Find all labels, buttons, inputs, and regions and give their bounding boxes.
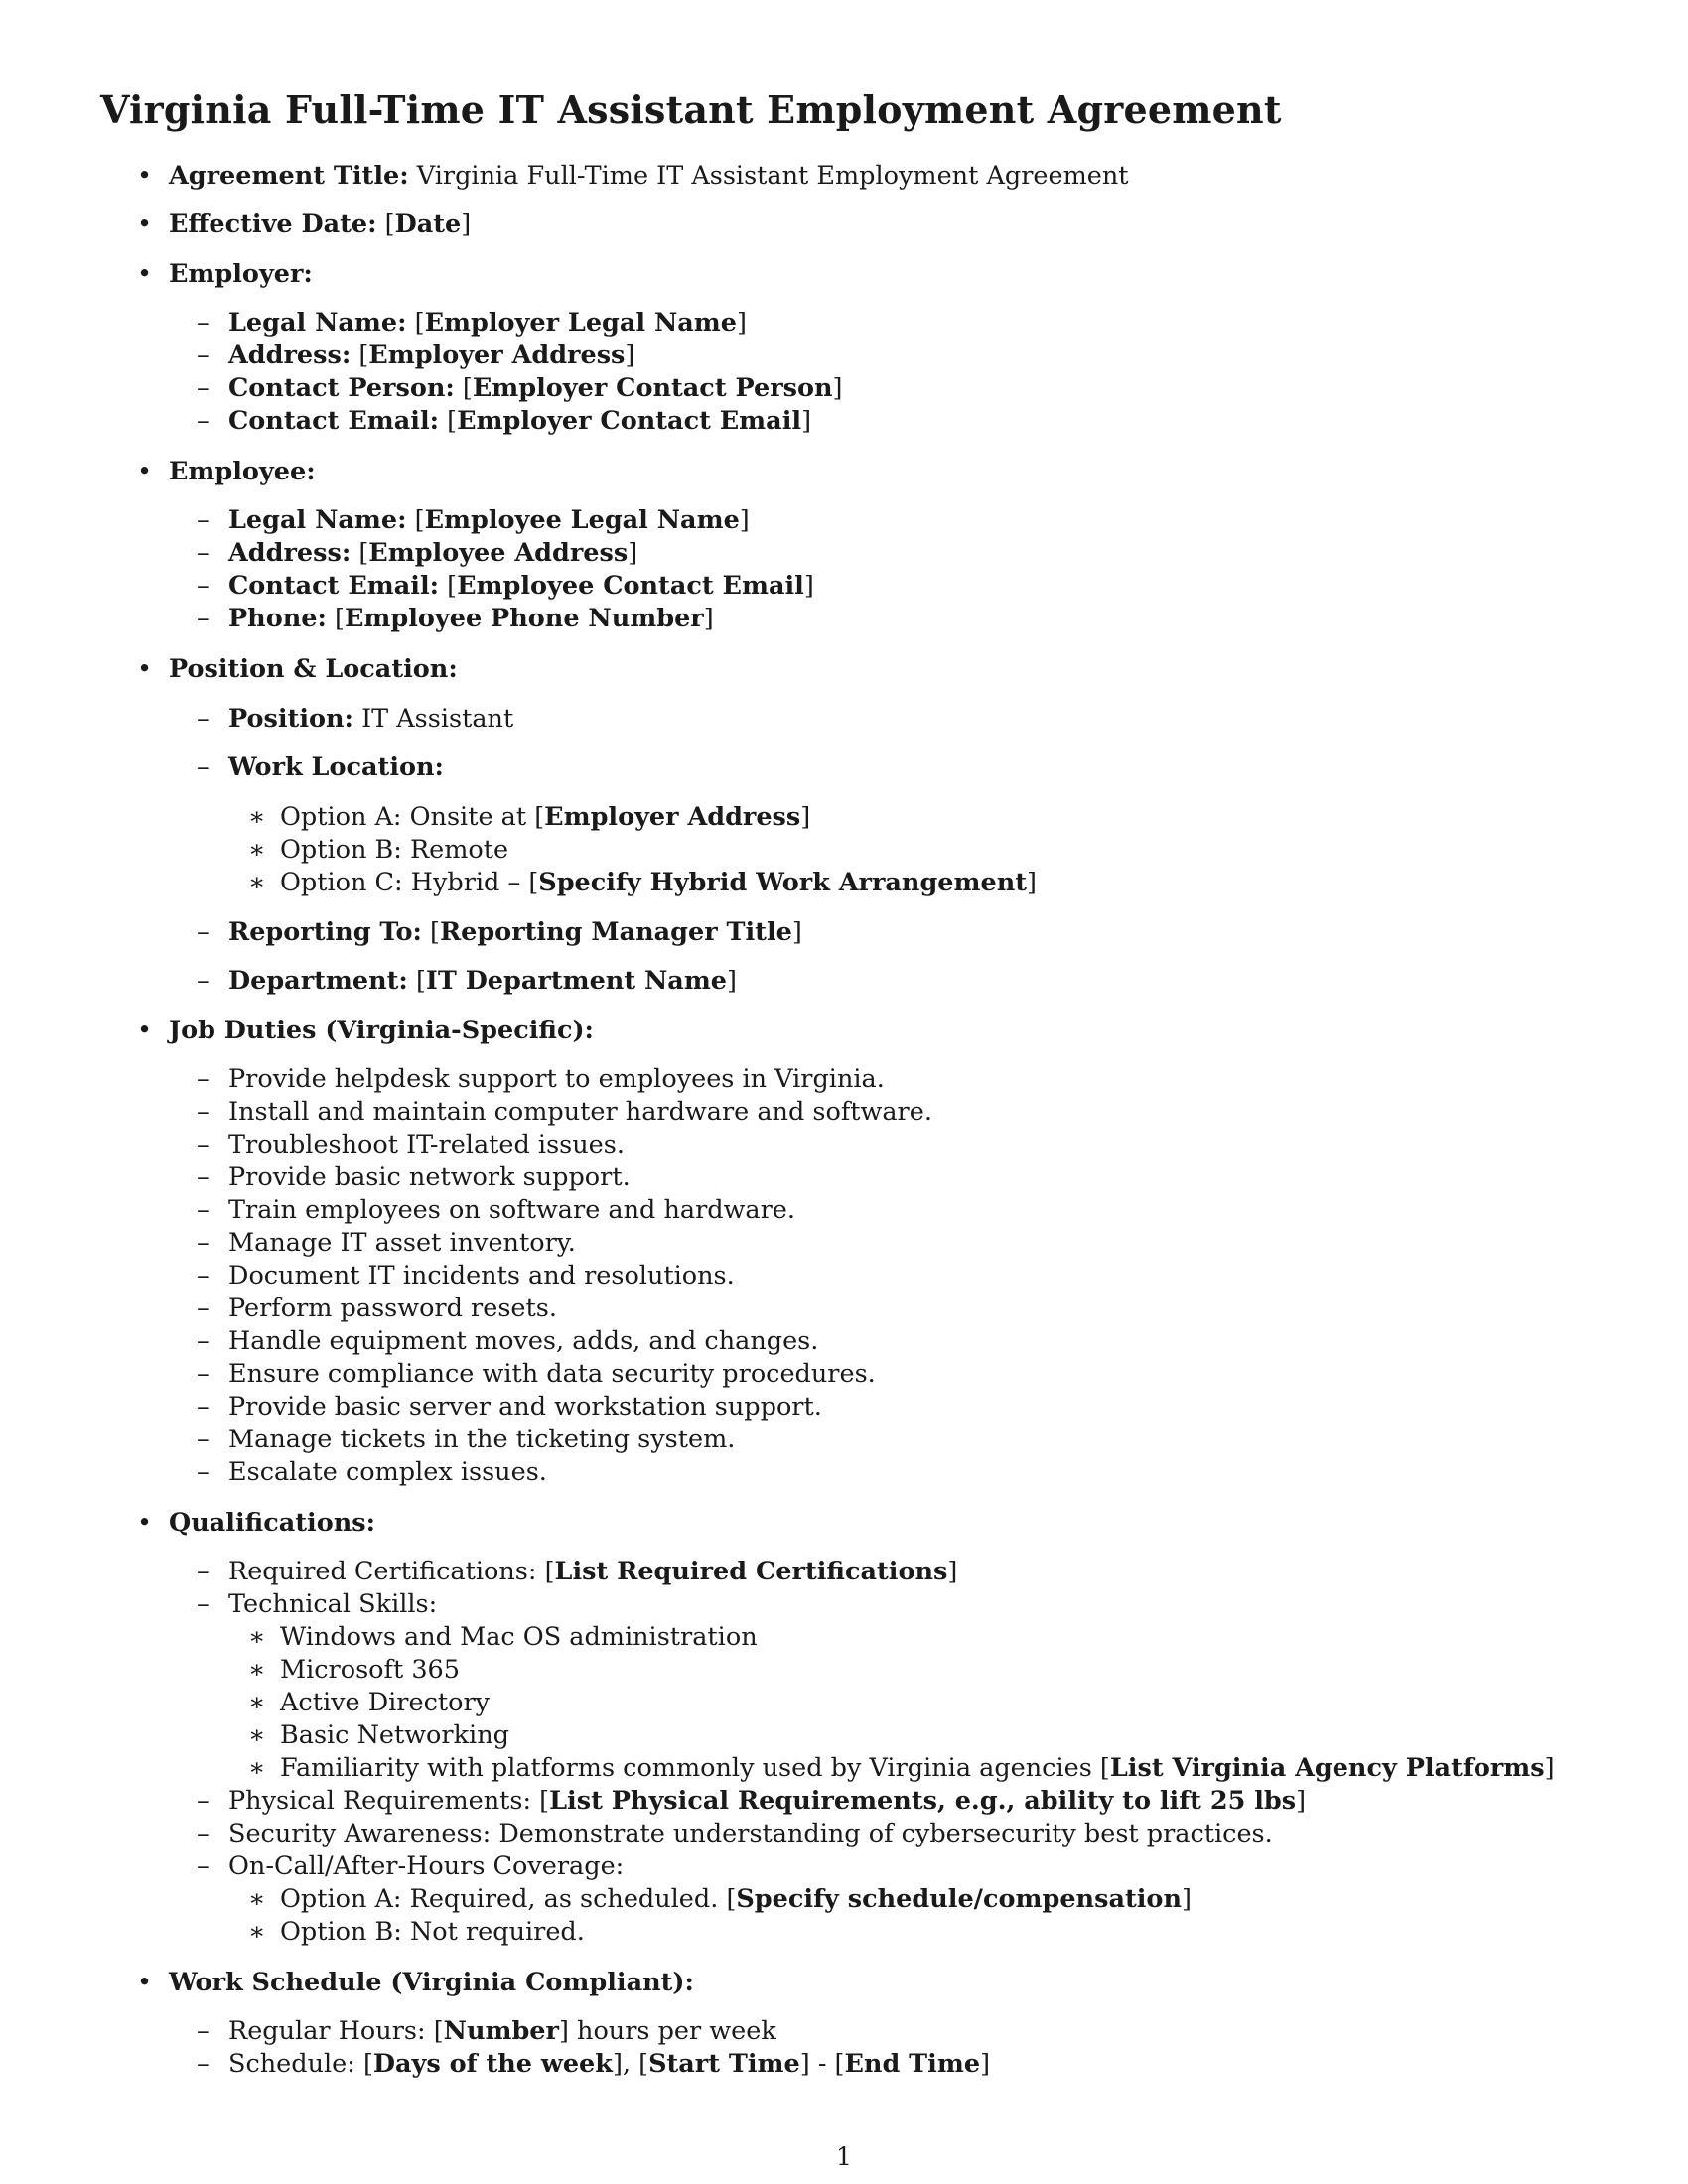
placeholder: List Physical Requirements, e.g., ability to lift 25 lbs <box>549 1786 1297 1816</box>
dash: – <box>197 406 210 436</box>
dash: – <box>197 1557 210 1586</box>
placeholder: List Virginia Agency Platforms <box>1109 1753 1545 1783</box>
page-number: 1 <box>836 2142 852 2171</box>
dash: – <box>197 1064 210 1094</box>
dash: – <box>197 917 210 947</box>
qualifications-label: Qualifications: <box>169 1508 376 1538</box>
value: Reporting Manager Title <box>439 917 792 947</box>
bullet: • <box>137 1016 153 1045</box>
effective-date-value: Date <box>394 209 462 239</box>
dash: – <box>197 1786 210 1816</box>
dash: – <box>197 1359 210 1389</box>
days-placeholder: Days of the week <box>372 2049 613 2079</box>
bullet: • <box>137 209 153 239</box>
duty-text: Ensure compliance with data security procedures. <box>228 1359 876 1389</box>
text: Option B: Not required. <box>280 1917 585 1947</box>
text: Option C: Hybrid – <box>280 868 529 897</box>
text: Regular Hours: <box>228 2016 434 2046</box>
placeholder: Specify schedule/compensation <box>736 1884 1182 1914</box>
text: Physical Requirements: <box>228 1786 540 1816</box>
duty-text: Escalate complex issues. <box>228 1457 547 1487</box>
dash: – <box>197 1162 210 1192</box>
placeholder: Number <box>443 2016 559 2046</box>
dash: – <box>197 1851 210 1881</box>
dash: – <box>197 571 210 601</box>
agreement-title-value: Virginia Full-Time IT Assistant Employment Agreement <box>416 161 1129 191</box>
dash: – <box>197 604 210 633</box>
placeholder: Employer Address <box>544 802 801 832</box>
dash: – <box>197 1819 210 1848</box>
skill-text: Basic Networking <box>280 1720 509 1750</box>
value: Employee Address <box>368 538 629 568</box>
text: Required Certifications: <box>228 1557 545 1586</box>
duty-text: Provide basic network support. <box>228 1162 631 1192</box>
text: Schedule: <box>228 2049 363 2079</box>
star: ∗ <box>248 802 266 832</box>
employee-label: Employee: <box>169 457 316 486</box>
duty-text: Perform password resets. <box>228 1294 557 1323</box>
duty-text: Train employees on software and hardware. <box>228 1195 795 1225</box>
dash: – <box>197 2049 210 2079</box>
label: Contact Person: <box>228 373 455 403</box>
dash: – <box>197 1130 210 1160</box>
label: Contact Email: <box>228 571 440 601</box>
value: Employee Contact Email <box>457 571 804 601</box>
bullet: • <box>137 654 153 684</box>
separator: , <box>622 2049 639 2079</box>
star: ∗ <box>248 868 266 897</box>
suffix: hours per week <box>568 2016 776 2046</box>
dash: – <box>197 1294 210 1323</box>
dash: – <box>197 966 210 996</box>
position-location-label: Position & Location: <box>169 654 458 684</box>
duty-text: Provide helpdesk support to employees in Virginia. <box>228 1064 885 1094</box>
job-duties-label: Job Duties (Virginia-Specific): <box>169 1016 594 1045</box>
value: IT Assistant <box>361 704 514 734</box>
text: Security Awareness: Demonstrate understanding of cybersecurity best practices. <box>228 1819 1273 1848</box>
start-placeholder: Start Time <box>648 2049 800 2079</box>
bullet: • <box>137 161 153 191</box>
bullet: • <box>137 1968 153 1997</box>
dash: – <box>197 373 210 403</box>
duty-text: Manage tickets in the ticketing system. <box>228 1425 736 1454</box>
duty-text: Troubleshoot IT-related issues. <box>228 1130 625 1160</box>
duty-text: Install and maintain computer hardware and software. <box>228 1097 932 1127</box>
dash: – <box>197 308 210 338</box>
value: Employer Contact Email <box>457 406 802 436</box>
dash: – <box>197 505 210 535</box>
label: Position: <box>228 704 353 734</box>
dash: – <box>197 538 210 568</box>
star: ∗ <box>248 1720 266 1750</box>
dash: – <box>197 1392 210 1422</box>
dash: – <box>197 704 210 734</box>
duty-text: Manage IT asset inventory. <box>228 1228 576 1258</box>
text: Option B: Remote <box>280 835 509 865</box>
duty-text: Document IT incidents and resolutions. <box>228 1261 735 1291</box>
star: ∗ <box>248 1917 266 1947</box>
text: Option A: Required, as scheduled. <box>280 1884 727 1914</box>
bullet: • <box>137 457 153 486</box>
skill-text: Windows and Mac OS administration <box>280 1622 758 1652</box>
text: Technical Skills: <box>228 1589 438 1619</box>
dash: – <box>197 2016 210 2046</box>
dash: – <box>197 1097 210 1127</box>
dash: – <box>197 1457 210 1487</box>
dash: – <box>197 1326 210 1356</box>
value: Employer Legal Name <box>424 308 737 338</box>
text: Familiarity with platforms commonly used by Virginia agencies <box>280 1753 1100 1783</box>
text: Option A: Onsite at <box>280 802 535 832</box>
skill-text: Active Directory <box>280 1688 491 1717</box>
dash: – <box>197 1195 210 1225</box>
placeholder: Specify Hybrid Work Arrangement <box>538 868 1028 897</box>
star: ∗ <box>248 1688 266 1717</box>
label: Legal Name: <box>228 505 407 535</box>
bullet: • <box>137 1508 153 1538</box>
dash: – <box>197 752 210 782</box>
value: Employer Address <box>368 341 626 370</box>
star: ∗ <box>248 1655 266 1685</box>
document-title: Virginia Full-Time IT Assistant Employment Agreement <box>100 87 1282 132</box>
dash: – <box>197 1228 210 1258</box>
dash: – <box>197 341 210 370</box>
star: ∗ <box>248 1622 266 1652</box>
bullet: • <box>137 259 153 289</box>
work-schedule-label: Work Schedule (Virginia Compliant): <box>169 1968 694 1997</box>
value: Employer Contact Person <box>472 373 833 403</box>
label: Address: <box>228 341 352 370</box>
label: Address: <box>228 538 352 568</box>
duty-text: Handle equipment moves, adds, and changes. <box>228 1326 819 1356</box>
range-separator: - <box>809 2049 835 2079</box>
label: Phone: <box>228 604 327 633</box>
dash: – <box>197 1589 210 1619</box>
label: Department: <box>228 966 408 996</box>
star: ∗ <box>248 1884 266 1914</box>
document-page: Virginia Full-Time IT Assistant Employment Agreement • Agreement Title: Virginia Full-Time IT Assistant Employment Agreement • Effective Date: [Date] • Employer: – Legal Name: [Employer Legal Name] – Address: [Employer Address] – Contact Person: [Employer Contact Person] – Contact Email: [Employer Contact Email] • Employee: – Legal Name: [Employee Legal Name] – Address: [Employee Address] – Contact Email: [Employee Contact Email] – Phone: [Employee Phone Number] • Position & Location: – Position: IT Assistant – Work Location: ∗ Option A: Onsite at [Employer Address] ∗ Option B: Remote ∗ Option C: Hybrid – [Specify Hybrid Work Arrangement] – Reporting To: [Reporting Manager Title] – Department: [IT Department Name] • Job Duties (Virginia-Specific): – Provide helpdesk support to employees in Virginia. – Install and maintain computer hardware and software. – Troubleshoot IT-related issues. – Provide basic network support. – Train employees on software and hardware. – Manage IT asset inventory. – Document IT incidents and resolutions. – Perform password resets. – Handle equipment moves, adds, and changes. – Ensure compliance with data security procedures. – Provide basic server and workstation support. – Manage tickets in the ticketing system. – Escalate complex issues. • Qualifications: – Required Certifications: [List Required Certifications] – Technical Skills: ∗ Windows and Mac OS administration ∗ Microsoft 365 ∗ Active Directory ∗ Basic Networking ∗ Familiarity with platforms commonly used by Virginia agencies [List Virginia Agency Platforms] – Physical Requirements: [List Physical Requirements, e.g., ability to lift 25 lbs] – Security Awareness: Demonstrate understanding of cybersecurity best practices. – On-Call/After-Hours Coverage: ∗ Option A: Required, as scheduled. [Specify schedule/compensation] ∗ Option B: Not required. • Work Schedule (Virginia Compliant): – Regular Hours: [Number] hours per week – Schedule: [Days of the week], [Start Time] - [End Time] 1 <box>0 0 1688 2184</box>
placeholder: List Required Certifications <box>554 1557 948 1586</box>
value: IT Department Name <box>425 966 728 996</box>
label: Legal Name: <box>228 308 407 338</box>
label: Work Location: <box>228 752 444 782</box>
effective-date-label: Effective Date: <box>169 209 377 239</box>
dash: – <box>197 1425 210 1454</box>
text: On-Call/After-Hours Coverage: <box>228 1851 625 1881</box>
skill-text: Microsoft 365 <box>280 1655 460 1685</box>
agreement-title-label: Agreement Title: <box>169 161 409 191</box>
label: Reporting To: <box>228 917 422 947</box>
star: ∗ <box>248 1753 266 1783</box>
value: Employee Legal Name <box>424 505 740 535</box>
dash: – <box>197 1261 210 1291</box>
duty-text: Provide basic server and workstation support. <box>228 1392 822 1422</box>
label: Contact Email: <box>228 406 440 436</box>
star: ∗ <box>248 835 266 865</box>
employer-label: Employer: <box>169 259 313 289</box>
end-placeholder: End Time <box>844 2049 981 2079</box>
value: Employee Phone Number <box>344 604 704 633</box>
